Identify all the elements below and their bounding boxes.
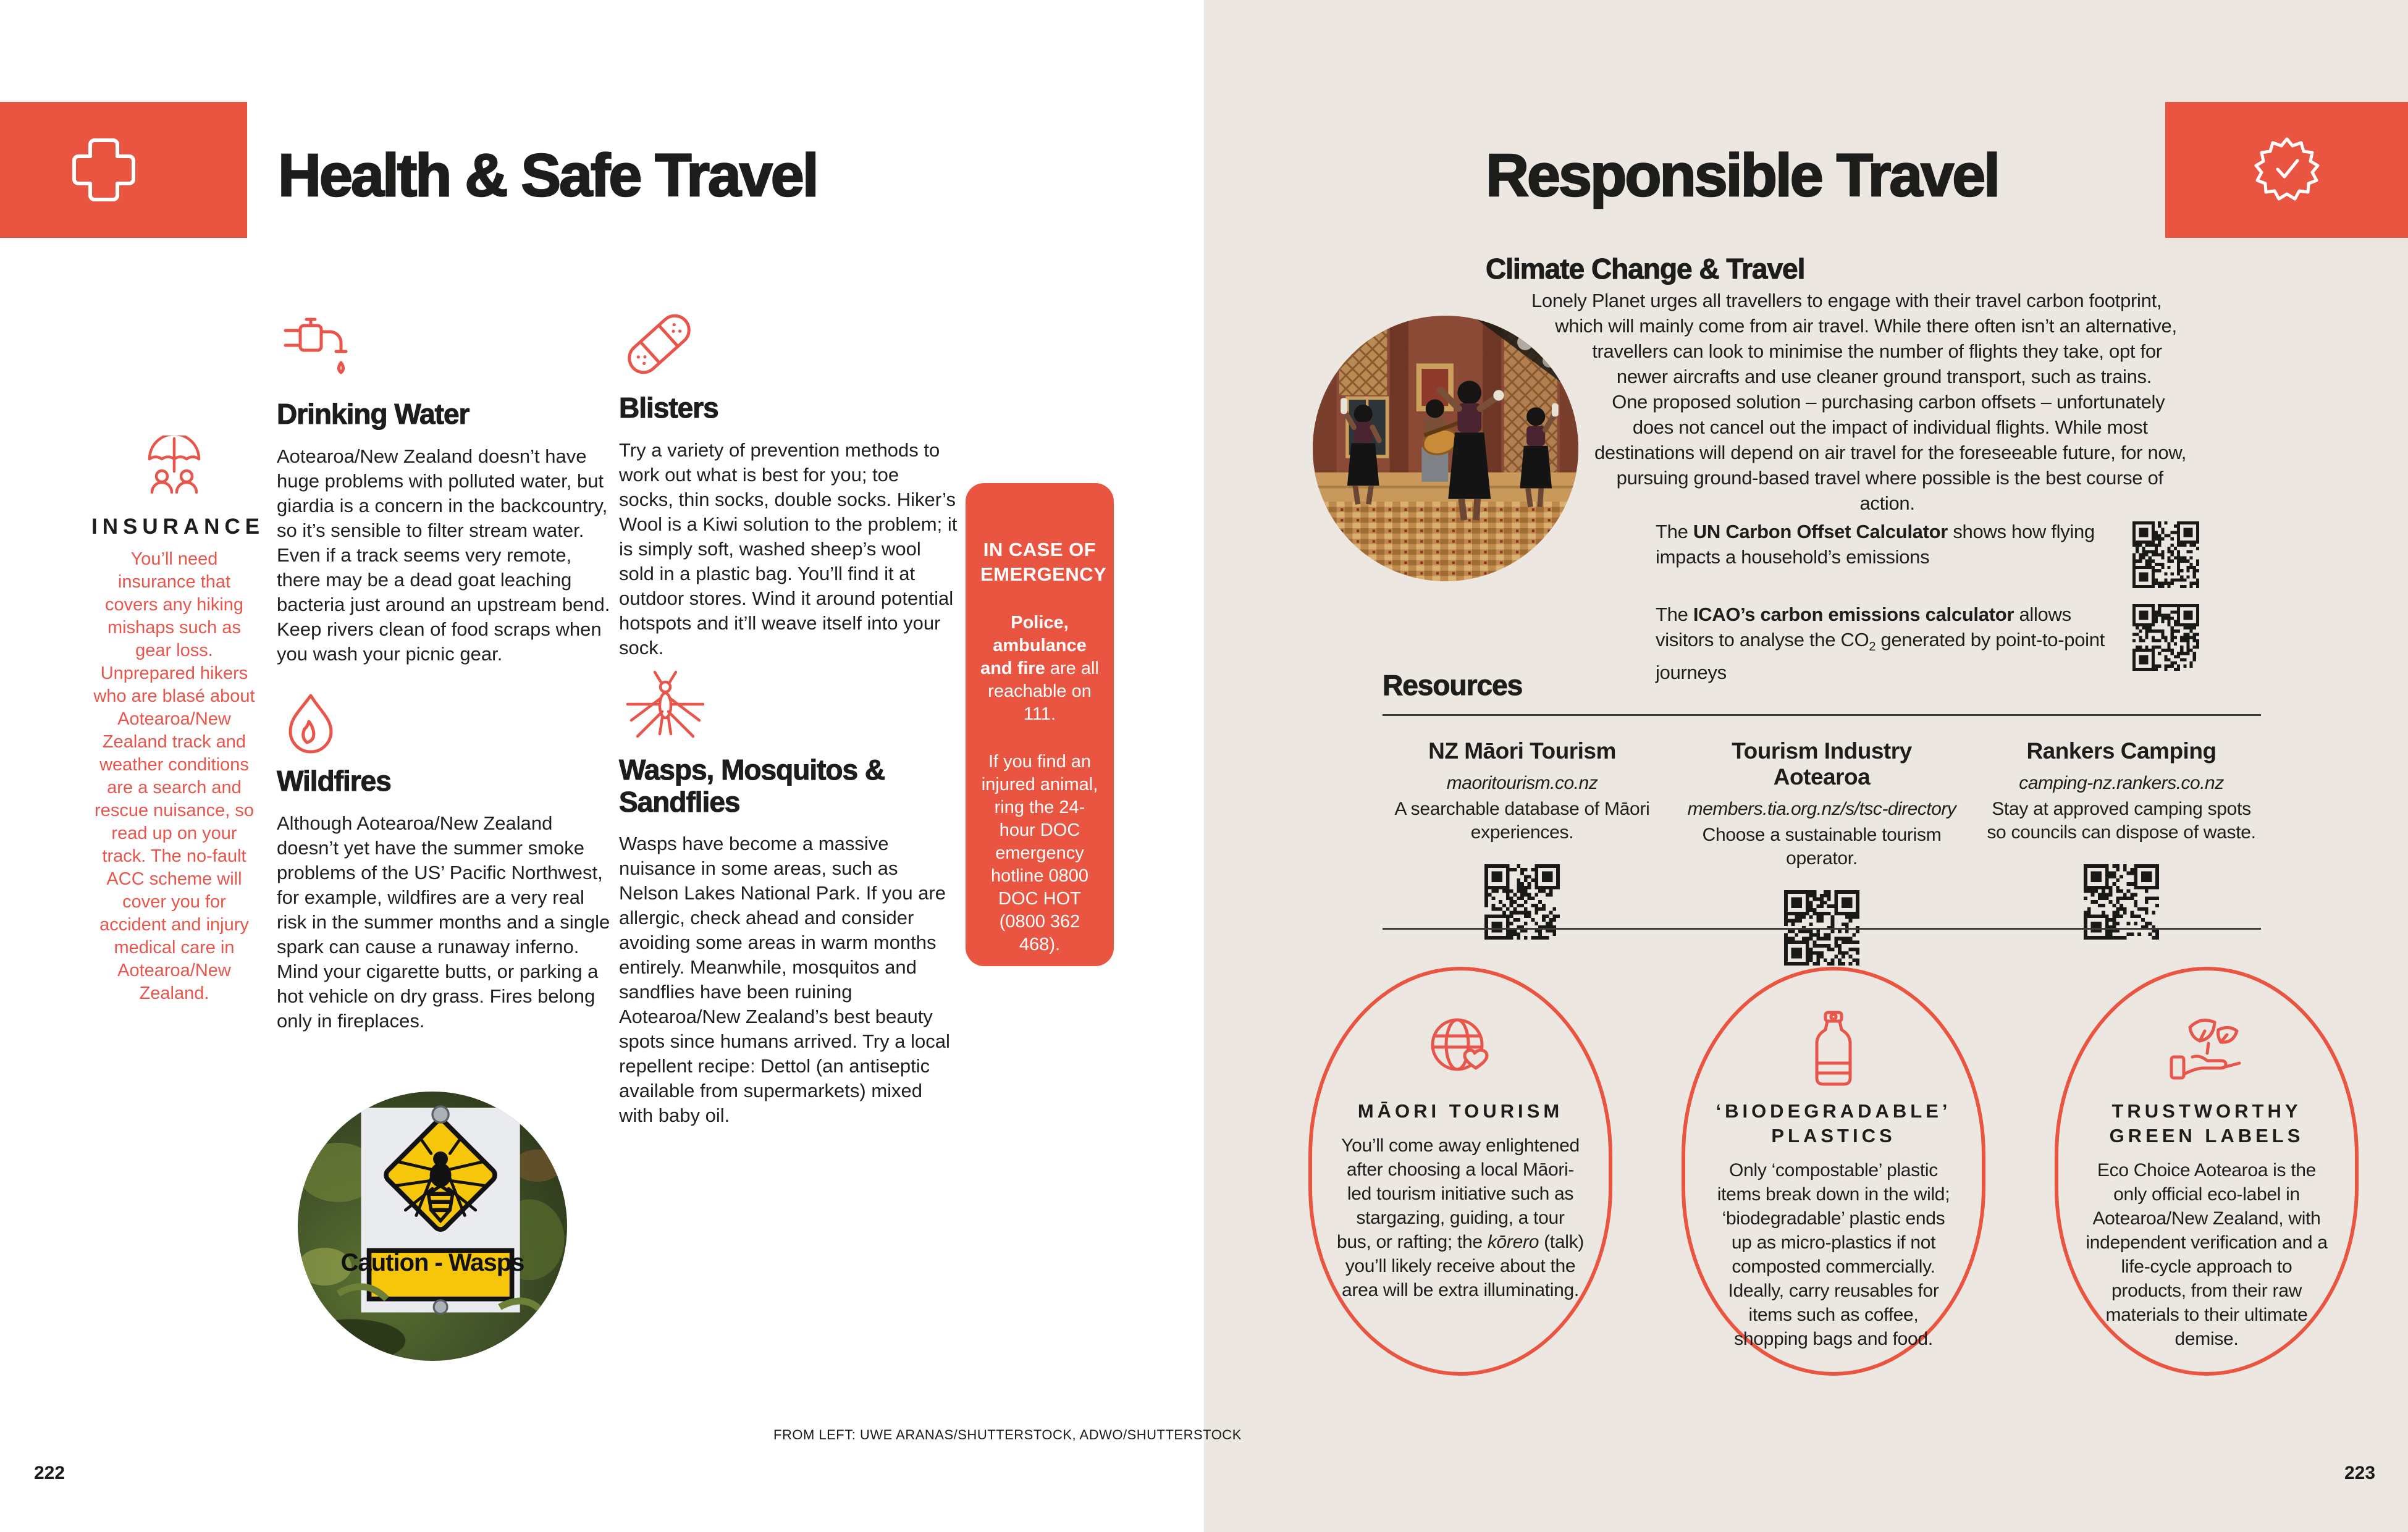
icao-calc-rest2: generated by point-to-point journeys [1656, 629, 2105, 684]
insurance-body: You’ll need insurance that covers any hiking mishaps such as gear loss. Unprepared hikers who are blasé about Aotearoa/New Zealand track and weather conditions are a search and rescue nuisance, so read up on your track. The no-fault ACC scheme will cover you for accident and injury medical care in Aotearoa/New Zealand. [93, 549, 255, 1003]
wildfires-heading: Wildfires [277, 765, 391, 797]
biodegradable-plastics-oval [1682, 967, 1985, 1376]
medical-cross-icon [67, 133, 141, 207]
wasps-body: Wasps have become a massive nuisance in some areas, such as Nelson Lakes National Park. If you are allergic, check ahead and consider avoiding some areas in warm months entirely. Meanwhile, mosquitos and sandflies have been ruining Aotearoa/New Zealand’s best beauty spots since humans arrived. Try a local repellent recipe: Dettol (an antiseptic available from supermarkets) mixed with baby oil. [619, 833, 950, 1126]
resources-rule-top [1383, 714, 2261, 716]
resource-desc: Stay at approved camping spots so councils can dispose of waste. [1987, 799, 2256, 843]
icao-calc-sub: 2 [1869, 640, 1876, 654]
photo-credit: FROM LEFT: UWE ARANAS/SHUTTERSTOCK, ADWO/SHUTTERSTOCK [773, 1427, 1242, 1442]
page-number-left: 222 [34, 1463, 65, 1483]
body-post: (talk) you’ll likely receive about the area will be extra illuminating. [1342, 1232, 1584, 1300]
insurance-sidebar [91, 436, 265, 1005]
icao-calculator-qr-code [2132, 604, 2199, 671]
wasp-sign-photo [298, 1092, 567, 1361]
maori-tourism-body [1337, 1134, 1584, 1302]
page-number-right: 223 [2344, 1463, 2376, 1483]
green-labels-heading: TRUSTWORTHY GREEN LABELS [2109, 1100, 2304, 1147]
body-italic: kōrero [1487, 1232, 1539, 1252]
body-pre: You’ll come away enlightened after choosing a local Māori-led tourism initiative such as stargazing, guiding, a tour bus, or rafting; the [1337, 1135, 1580, 1252]
bandage-icon [619, 309, 699, 380]
drinking-water-body: Aotearoa/New Zealand doesn’t have huge problems with polluted water, but giardia is a concern in the backcountry, so it’s sensible to filter stream water. Even if a track seems very remote, there may be a dead goat leaching bacteria just around an upstream bend. Keep rivers clean of food scraps when you wash your picnic gear. [277, 445, 610, 665]
resource-desc: A searchable database of Māori experiences. [1394, 799, 1650, 843]
body-pre: Eco Choice Aotearoa is the only official eco-label in Aotearoa/New Zealand, with independent verification and a life-cycle approach to products, from their raw materials to their ultimate demise. [2086, 1160, 2328, 1349]
wildfires-body: Although Aotearoa/New Zealand doesn’t yet have the summer smoke problems of the US’ Pacific Northwest, for example, wildfires are a very real risk in the summer months and a single spark can cause a runaway inferno. Mind your cigarette butts, or parking a hot vehicle on dry grass. Fires belong only in fireplaces. [277, 812, 610, 1032]
wasps-heading: Wasps, Mosquitos & Sandflies [619, 754, 885, 818]
icao-calc-rest: allows visitors to analyse the CO [1656, 604, 2071, 650]
biodegradable-plastics-heading: ‘BIODEGRADABLE’ PLASTICS [1715, 1100, 1951, 1147]
plastic-bottle-icon [1806, 1009, 1861, 1089]
blisters-body: Try a variety of prevention methods to work out what is best for you; toe socks, thin socks, double socks. Hiker’s Wool is a Kiwi solution to the problem; it is simply soft, washed sheep’s wool sold in a plastic bag. You’ll find it at outdoor stores. Wind it around potential hotspots and it’ll weave itself into your sock. [619, 439, 958, 659]
icao-calc-pre: The [1656, 604, 1693, 625]
emergency-line1-rest: are all reachable on 111. [988, 659, 1099, 724]
resource-rankers-camping [1982, 738, 2261, 969]
emergency-box [966, 483, 1114, 966]
icao-calc-name: ICAO’s carbon emissions calculator [1693, 604, 2014, 625]
un-calculator-row [1656, 519, 2199, 588]
climate-para-1: Lonely Planet urges all travellers to engage with their travel carbon footprint, which will mainly come from air travel. While there often isn’t an alternative, travellers can look to minimise the number of flights they take, opt for newer aircrafts and use cleaner ground transport, such as trains. [1531, 290, 2177, 387]
resource-url: camping-nz.rankers.co.nz [2019, 773, 2224, 793]
mosquito-icon [619, 667, 712, 747]
maori-tourism-heading: MĀORI TOURISM [1357, 1100, 1564, 1122]
resource-name: Rankers Camping [2026, 738, 2216, 764]
umbrella-people-icon [134, 436, 214, 503]
water-tap-icon [277, 312, 369, 386]
wasp-sign-caption: Caution - Wasps [340, 1249, 524, 1276]
maori-tourism-oval [1308, 967, 1612, 1376]
wasp-sign-illustration [298, 1092, 567, 1361]
health-header-block [0, 102, 247, 238]
hand-leaves-icon [2160, 1009, 2253, 1089]
certified-badge-icon [2247, 130, 2327, 210]
flame-icon [277, 691, 345, 755]
resource-name: Tourism Industry Aotearoa [1732, 738, 1912, 789]
resources-rule-bottom [1383, 928, 2261, 930]
green-labels-oval [2055, 967, 2359, 1376]
right-page-title: Responsible Travel [1486, 141, 1999, 209]
biodegradable-plastics-body [1710, 1158, 1957, 1351]
emergency-title: IN CASE OF EMERGENCY [980, 539, 1107, 585]
un-calc-name: UN Carbon Offset Calculator [1693, 521, 1948, 542]
resource-desc: Choose a sustainable tourism operator. [1702, 825, 1942, 869]
emergency-line1 [980, 612, 1099, 726]
drinking-water-heading: Drinking Water [277, 398, 469, 430]
un-calc-pre: The [1656, 521, 1693, 542]
blisters-heading: Blisters [619, 392, 718, 424]
climate-heading: Climate Change & Travel [1486, 253, 1805, 285]
green-labels-body [2083, 1158, 2330, 1351]
wasps-section [619, 667, 958, 1128]
resources-columns [1383, 738, 2261, 969]
body-pre: Only ‘compostable’ plastic items break down in the wild; ‘biodegradable’ plastic ends up as micro-plastics if not composted commercially. Ideally, carry reusables for items such as coffee, shopping bags and food. [1717, 1160, 1950, 1349]
insurance-heading: INSURANCE [91, 515, 265, 539]
resources-section [1383, 668, 2261, 969]
resources-heading: Resources [1383, 669, 1523, 701]
resource-url: maoritourism.co.nz [1446, 773, 1598, 793]
resource-name: NZ Māori Tourism [1428, 738, 1616, 764]
resource-url: members.tia.org.nz/s/tsc-directory [1687, 799, 1956, 819]
blisters-section [619, 309, 958, 660]
un-calculator-text [1656, 519, 2110, 570]
emergency-line2: If you find an injured animal, ring the 24-hour DOC emergency hotline 0800 DOC HOT (0800 362 468). [981, 752, 1098, 954]
climate-para-2: One proposed solution – purchasing carbon offsets – unfortunately does not cancel out the impact of individual flights. While most destinations will depend on air travel for the foreseeable future, for now, pursuing ground-based travel where possible is the best course of action. [1594, 391, 2187, 514]
wildfires-section [277, 691, 615, 1033]
resource-tourism-industry-aotearoa [1682, 738, 1961, 969]
responsible-travel-tips [1308, 967, 2359, 1376]
globe-heart-icon [1420, 1009, 1501, 1089]
left-page-title: Health & Safe Travel [278, 141, 817, 209]
drinking-water-section [277, 312, 615, 667]
un-calc-rest: shows how flying impacts a household’s emissions [1656, 521, 2095, 568]
un-calculator-qr-code [2132, 521, 2199, 588]
resource-nz-maori-tourism [1383, 738, 1662, 969]
responsible-header-block [2165, 102, 2408, 238]
emergency-line1-bold: Police, ambulance and fire [980, 613, 1087, 678]
